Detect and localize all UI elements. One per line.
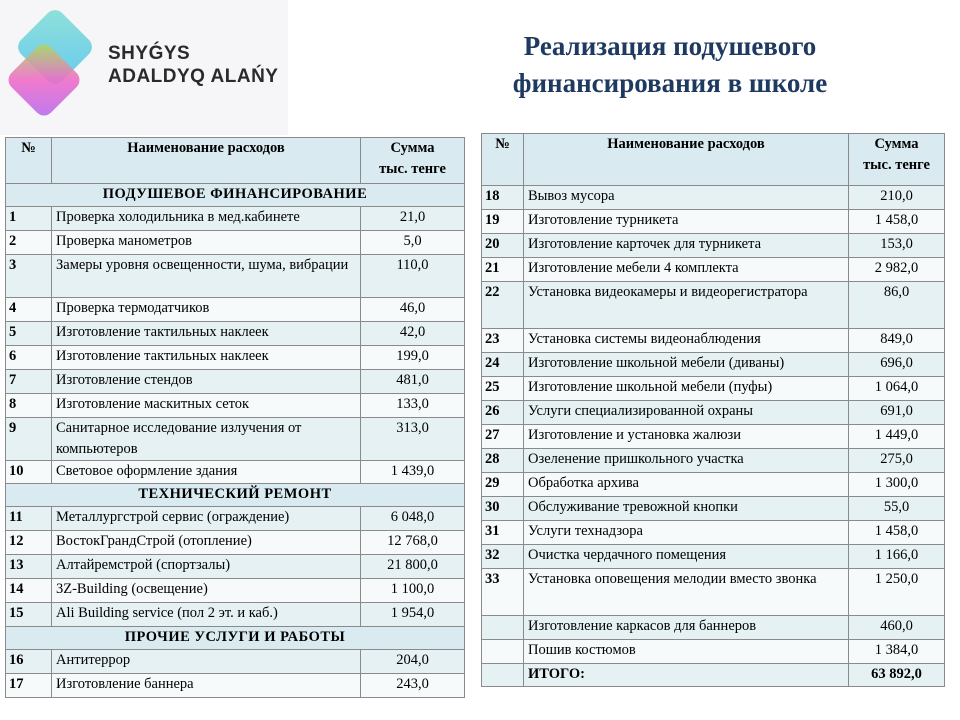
row-amount: 1 384,0 [849, 640, 945, 664]
row-description: Обработка архива [524, 473, 849, 497]
row-description: 3Z-Building (освещение) [52, 579, 361, 603]
row-number: 20 [482, 234, 524, 258]
expenses-table-right [481, 133, 945, 687]
table-row [6, 207, 465, 231]
row-number: 4 [6, 298, 52, 322]
col-header-sum-line1: Сумма [874, 136, 919, 152]
logo-wordmark [108, 42, 278, 88]
col-header-num: № [6, 138, 52, 184]
row-description: Санитарное исследование излучения от компьютеров [52, 418, 361, 461]
row-amount: 691,0 [849, 401, 945, 425]
table-row [6, 650, 465, 674]
row-amount: 1 954,0 [361, 603, 465, 627]
row-amount: 481,0 [361, 370, 465, 394]
table-row [482, 449, 945, 473]
row-description: Изготовление тактильных наклеек [52, 346, 361, 370]
left-table-body [6, 184, 465, 698]
row-amount: 849,0 [849, 329, 945, 353]
row-description: Изготовление карточек для турникета [524, 234, 849, 258]
col-header-num: № [482, 134, 524, 186]
row-amount: 55,0 [849, 497, 945, 521]
total-num-empty [482, 664, 524, 687]
section-title: ПОДУШЕВОЕ ФИНАНСИРОВАНИЕ [6, 184, 465, 207]
total-row [482, 664, 945, 687]
row-description: Изготовление стендов [52, 370, 361, 394]
row-amount: 696,0 [849, 353, 945, 377]
row-description: Проверка термодатчиков [52, 298, 361, 322]
row-number: 32 [482, 545, 524, 569]
right-table-body [482, 186, 945, 687]
table-header-row [6, 138, 465, 184]
table-row [6, 322, 465, 346]
row-description: Изготовление мебели 4 комплекта [524, 258, 849, 282]
row-amount: 1 458,0 [849, 210, 945, 234]
table-row [482, 616, 945, 640]
table-row [6, 231, 465, 255]
logo-line-1: SHYǴYS [108, 43, 191, 64]
row-number [482, 616, 524, 640]
row-amount: 12 768,0 [361, 531, 465, 555]
row-description: Ali Building service (пол 2 эт. и каб.) [52, 603, 361, 627]
table-row [482, 545, 945, 569]
row-description: Озеленение пришкольного участка [524, 449, 849, 473]
table-row [6, 394, 465, 418]
row-number: 21 [482, 258, 524, 282]
table-row [482, 234, 945, 258]
row-amount: 199,0 [361, 346, 465, 370]
table-row [482, 353, 945, 377]
row-number: 2 [6, 231, 52, 255]
row-number: 31 [482, 521, 524, 545]
table-row [6, 674, 465, 698]
row-number: 12 [6, 531, 52, 555]
table-row [6, 507, 465, 531]
row-description: Замеры уровня освещенности, шума, вибрации [52, 255, 361, 298]
col-header-sum-line1: Сумма [390, 140, 435, 156]
table-row [6, 579, 465, 603]
row-number: 1 [6, 207, 52, 231]
table-header-row [482, 134, 945, 186]
row-number: 25 [482, 377, 524, 401]
total-amount: 63 892,0 [849, 664, 945, 687]
row-amount: 133,0 [361, 394, 465, 418]
table-row [482, 282, 945, 329]
row-description: Установка системы видеонаблюдения [524, 329, 849, 353]
row-number: 13 [6, 555, 52, 579]
row-amount: 86,0 [849, 282, 945, 329]
row-number: 5 [6, 322, 52, 346]
row-number: 30 [482, 497, 524, 521]
table-row [482, 521, 945, 545]
table-row [6, 255, 465, 298]
logo-panel [0, 0, 288, 135]
table-row [482, 401, 945, 425]
row-number: 16 [6, 650, 52, 674]
row-amount: 243,0 [361, 674, 465, 698]
row-amount: 1 250,0 [849, 569, 945, 616]
row-description: Изготовление маскитных сеток [52, 394, 361, 418]
row-description: Установка видеокамеры и видеорегистратора [524, 282, 849, 329]
row-description: Световое оформление здания [52, 461, 361, 484]
row-amount: 46,0 [361, 298, 465, 322]
table-row [482, 569, 945, 616]
row-number: 22 [482, 282, 524, 329]
row-description: Изготовление школьной мебели (диваны) [524, 353, 849, 377]
row-amount: 153,0 [849, 234, 945, 258]
row-amount: 42,0 [361, 322, 465, 346]
row-number: 33 [482, 569, 524, 616]
table-row [6, 555, 465, 579]
section-header-row [6, 627, 465, 650]
col-header-name: Наименование расходов [52, 138, 361, 184]
table-row [482, 640, 945, 664]
section-header-row [6, 184, 465, 207]
row-description: Вывоз мусора [524, 186, 849, 210]
table-row [6, 346, 465, 370]
row-amount: 1 439,0 [361, 461, 465, 484]
row-number: 27 [482, 425, 524, 449]
page-title [470, 28, 870, 102]
row-number: 7 [6, 370, 52, 394]
row-amount: 275,0 [849, 449, 945, 473]
col-header-sum [361, 138, 465, 184]
row-amount: 21 800,0 [361, 555, 465, 579]
row-amount: 1 166,0 [849, 545, 945, 569]
table-row [482, 258, 945, 282]
title-line-2: финансирования в школе [512, 68, 828, 98]
row-description: Проверка манометров [52, 231, 361, 255]
row-amount: 460,0 [849, 616, 945, 640]
logo-icon [8, 8, 108, 118]
row-number: 3 [6, 255, 52, 298]
title-line-1: Реализация подушевого [523, 31, 817, 61]
row-amount: 6 048,0 [361, 507, 465, 531]
section-header-row [6, 484, 465, 507]
row-amount: 204,0 [361, 650, 465, 674]
row-description: Проверка холодильника в мед.кабинете [52, 207, 361, 231]
row-description: Установка оповещения мелодии вместо звонка [524, 569, 849, 616]
expenses-table-left [5, 137, 465, 698]
row-number: 10 [6, 461, 52, 484]
row-number: 11 [6, 507, 52, 531]
row-number: 15 [6, 603, 52, 627]
row-number [482, 640, 524, 664]
row-number: 26 [482, 401, 524, 425]
table-row [482, 329, 945, 353]
row-number: 9 [6, 418, 52, 461]
table-row [482, 377, 945, 401]
table-row [482, 473, 945, 497]
row-number: 24 [482, 353, 524, 377]
row-description: Очистка чердачного помещения [524, 545, 849, 569]
row-description: Изготовление и установка жалюзи [524, 425, 849, 449]
row-description: Услуги технадзора [524, 521, 849, 545]
row-number: 19 [482, 210, 524, 234]
row-amount: 5,0 [361, 231, 465, 255]
row-description: Изготовление баннера [52, 674, 361, 698]
table-row [482, 210, 945, 234]
row-number: 29 [482, 473, 524, 497]
section-title: ПРОЧИЕ УСЛУГИ И РАБОТЫ [6, 627, 465, 650]
row-description: Антитеррор [52, 650, 361, 674]
row-description: Изготовление тактильных наклеек [52, 322, 361, 346]
col-header-sum-line2: тыс. тенге [379, 161, 446, 177]
row-description: Изготовление школьной мебели (пуфы) [524, 377, 849, 401]
table-row [6, 461, 465, 484]
table-row [6, 603, 465, 627]
row-amount: 1 300,0 [849, 473, 945, 497]
table-row [6, 298, 465, 322]
table-row [6, 370, 465, 394]
row-amount: 210,0 [849, 186, 945, 210]
row-description: Услуги специализированной охраны [524, 401, 849, 425]
row-amount: 313,0 [361, 418, 465, 461]
row-amount: 2 982,0 [849, 258, 945, 282]
row-number: 6 [6, 346, 52, 370]
row-description: Пошив костюмов [524, 640, 849, 664]
table-row [6, 418, 465, 461]
table-row [482, 425, 945, 449]
row-number: 23 [482, 329, 524, 353]
row-number: 17 [6, 674, 52, 698]
col-header-name: Наименование расходов [524, 134, 849, 186]
row-number: 14 [6, 579, 52, 603]
logo-line-2: ADALDYQ ALAŃY [108, 66, 279, 87]
row-number: 28 [482, 449, 524, 473]
table-row [482, 497, 945, 521]
col-header-sum-line2: тыс. тенге [863, 157, 930, 173]
row-description: ВостокГрандСтрой (отопление) [52, 531, 361, 555]
row-number: 8 [6, 394, 52, 418]
row-number: 18 [482, 186, 524, 210]
row-description: Изготовление турникета [524, 210, 849, 234]
row-description: Изготовление каркасов для баннеров [524, 616, 849, 640]
row-amount: 110,0 [361, 255, 465, 298]
section-title: ТЕХНИЧЕСКИЙ РЕМОНТ [6, 484, 465, 507]
table-row [6, 531, 465, 555]
row-description: Алтайремстрой (спортзалы) [52, 555, 361, 579]
table-row [482, 186, 945, 210]
row-amount: 1 100,0 [361, 579, 465, 603]
row-amount: 1 458,0 [849, 521, 945, 545]
row-amount: 21,0 [361, 207, 465, 231]
col-header-sum [849, 134, 945, 186]
total-label: ИТОГО: [524, 664, 849, 687]
row-description: Металлургстрой сервис (ограждение) [52, 507, 361, 531]
row-description: Обслуживание тревожной кнопки [524, 497, 849, 521]
row-amount: 1 064,0 [849, 377, 945, 401]
row-amount: 1 449,0 [849, 425, 945, 449]
